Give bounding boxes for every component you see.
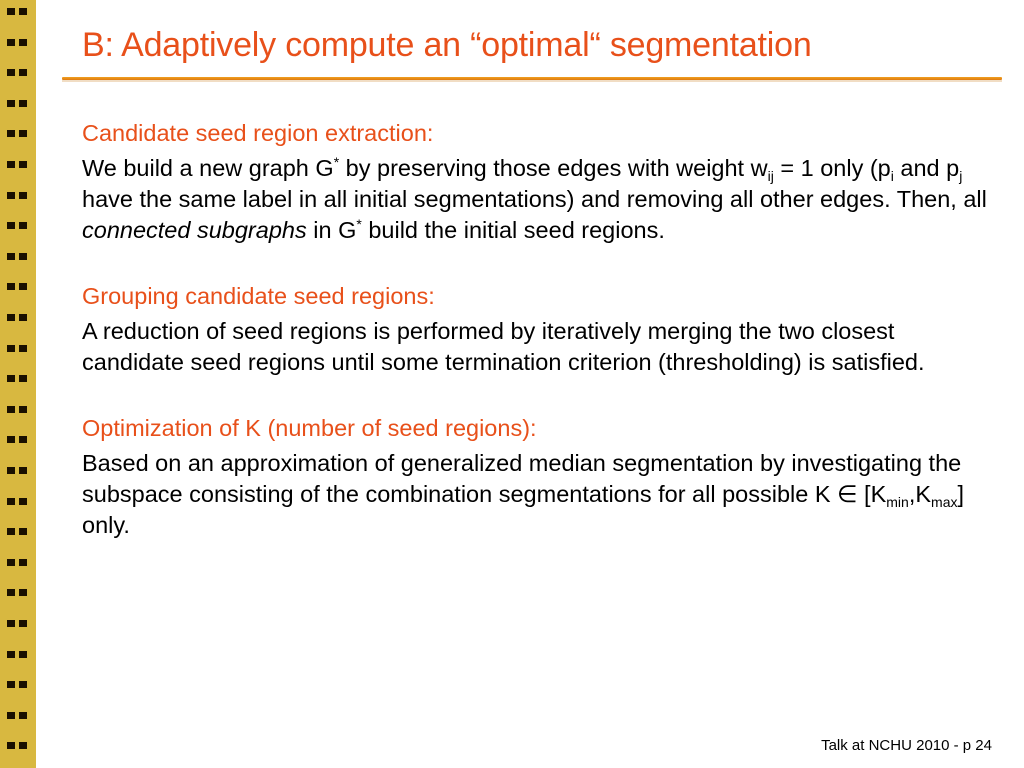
strip-square-icon [7,436,33,443]
spacer [82,246,1002,281]
strip-square [7,498,15,505]
superscript: * [356,216,362,232]
strip-square [19,8,27,15]
text-run: by preserving those edges with weight w [339,155,768,181]
strip-square [7,253,15,260]
strip-square [7,436,15,443]
strip-square [19,39,27,46]
strip-square [19,436,27,443]
text-run: ,K [908,481,932,507]
text-run: ] only. [82,481,965,538]
strip-square [19,589,27,596]
subscript: ij [767,168,774,184]
superscript: * [333,154,340,170]
strip-square [19,100,27,107]
strip-square [7,620,15,627]
strip-square-icon [7,651,33,658]
strip-square-icon [7,222,33,229]
strip-square [7,375,15,382]
strip-square [7,161,15,168]
subscript: min [886,494,909,510]
strip-square-icon [7,467,33,474]
strip-square-icon [7,681,33,688]
section-heading-seed-extraction: Candidate seed region extraction: [82,120,434,146]
decorative-side-strip [0,0,36,768]
strip-square [19,314,27,321]
text-run: We build a new graph G [82,155,334,181]
strip-square-icon [7,39,33,46]
strip-square-icon [7,8,33,15]
strip-square-icon [7,620,33,627]
strip-square [19,161,27,168]
strip-square-icon [7,742,33,749]
strip-square [19,712,27,719]
strip-square [19,69,27,76]
text-run: = 1 only (p [773,155,891,181]
section-text-optimization [82,448,1002,541]
strip-square [7,130,15,137]
strip-square [19,651,27,658]
strip-square [7,100,15,107]
strip-square [19,283,27,290]
strip-square [19,498,27,505]
spacer [82,378,1002,413]
text-run: in G [306,217,357,243]
strip-square-icon [7,314,33,321]
strip-square [19,406,27,413]
strip-square-icon [7,712,33,719]
section-text-grouping [82,316,1002,378]
text-run: and p [893,155,960,181]
strip-square-icon [7,100,33,107]
strip-square [19,375,27,382]
strip-square [7,681,15,688]
strip-square [7,222,15,229]
strip-square [19,192,27,199]
strip-square [7,742,15,749]
strip-square [7,314,15,321]
strip-square [19,130,27,137]
strip-square-icon [7,528,33,535]
text-run: build the initial seed regions. [361,217,665,243]
strip-square [19,559,27,566]
strip-square-icon [7,161,33,168]
strip-square [7,651,15,658]
strip-square [19,467,27,474]
strip-square [19,742,27,749]
strip-square [7,69,15,76]
strip-square-icon [7,69,33,76]
strip-square [7,528,15,535]
text-run: Based on an approximation of generalized median segmentation by investigating the subspace consisting of the combination segmentations for all possible K [82,450,962,507]
strip-square [7,467,15,474]
slide-body [82,118,1002,541]
text-run: have the same label in all initial segmentations) and removing all other edges. Then, all [82,186,987,212]
strip-square [7,345,15,352]
section-heading-grouping: Grouping candidate seed regions: [82,283,435,309]
text-run: [K [857,481,887,507]
strip-square [7,192,15,199]
strip-square [7,589,15,596]
strip-square [7,406,15,413]
strip-square [7,559,15,566]
strip-square [7,712,15,719]
strip-square-icon [7,375,33,382]
strip-square-icon [7,345,33,352]
strip-square-icon [7,498,33,505]
slide-footer: Talk at NCHU 2010 - p 24 [821,737,992,754]
element-of-symbol: ∈ [837,481,858,507]
slide-title: B: Adaptively compute an “optimal“ segmentation [82,26,812,64]
strip-square [19,253,27,260]
strip-square-icon [7,406,33,413]
section-text-seed-extraction [82,153,1002,246]
strip-square [7,8,15,15]
strip-square-icon [7,559,33,566]
strip-square [7,39,15,46]
strip-square-icon [7,192,33,199]
strip-square-icon [7,253,33,260]
section-heading-optimization: Optimization of K (number of seed regions): [82,415,537,441]
strip-square [19,222,27,229]
strip-square [19,345,27,352]
subscript: j [959,168,963,184]
text-run: A reduction of seed regions is performed by iteratively merging the two closest candidate seed regions until some termination criterion (thresholding) is satisfied. [82,318,925,375]
strip-square-icon [7,283,33,290]
title-divider [62,77,1002,80]
subscript: max [931,494,958,510]
emphasized-term: connected subgraphs [82,217,307,243]
strip-square-icon [7,589,33,596]
strip-square [19,681,27,688]
strip-square-icon [7,130,33,137]
strip-square [7,283,15,290]
strip-square [19,620,27,627]
strip-square [19,528,27,535]
subscript: i [890,168,894,184]
